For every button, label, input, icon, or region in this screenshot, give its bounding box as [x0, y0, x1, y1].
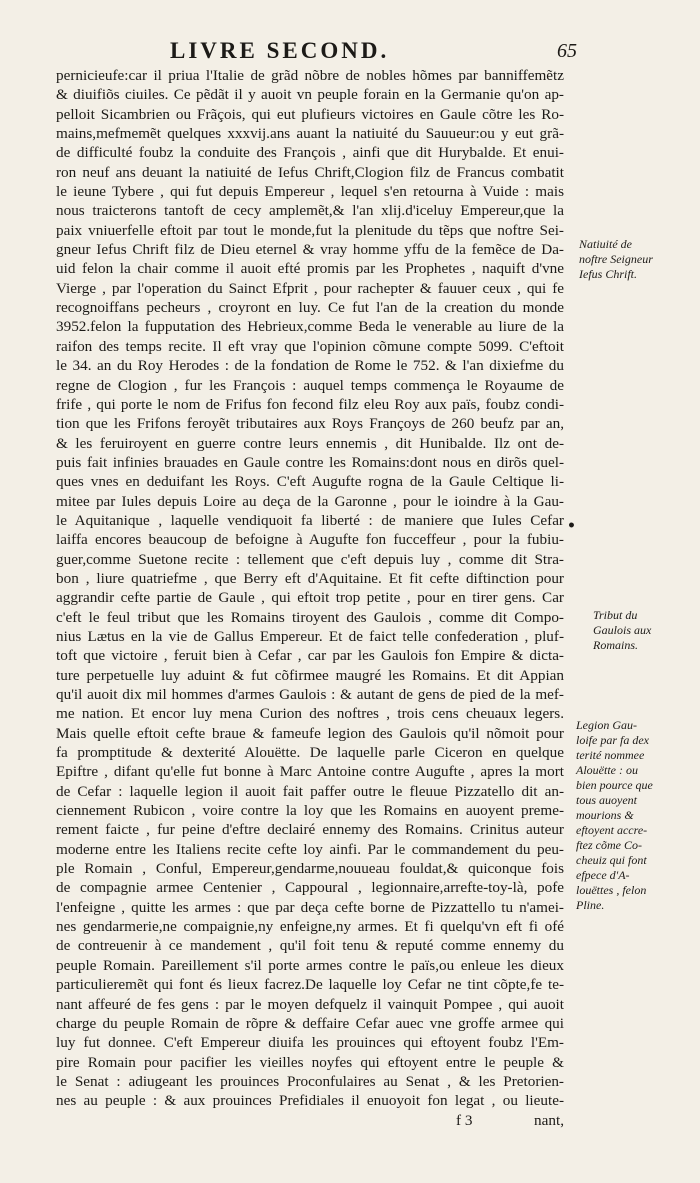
text-line: Epiftre , difant qu'elle fut bonne à Marc Antoine contre Augufte , apres la mort	[56, 763, 564, 781]
text-line: gneur Iefus Chrift filz de Dieu eternel & vray homme yffu de la femẽce de Da-	[56, 241, 564, 259]
text-line: de contreuenir à ce mandement , qu'il foit tenu & reputé comme ennemy du	[56, 937, 564, 955]
text-line: nius Lætus en la vie de Gallus Empereur. Et de faict telle confederation , pluf-	[56, 627, 564, 645]
text-line: nous traicterons tantoft de cecy amplemẽt,& l'an xlij.d'iceluy Empereur,que la	[56, 202, 564, 220]
signature-mark: f 3	[456, 1112, 473, 1129]
text-line: c'eft le feul tribut que les Romains tiroyent des Gaulois , comme dit Compo-	[56, 608, 564, 626]
text-line: rement faicte , fur peine d'eftre declairé ennemy des Romains. Crinitus auteur	[56, 821, 564, 839]
text-line: paix vniuerfelle eftoit par tout le monde,fut la plenitude du tẽps que noftre Sei-	[56, 221, 564, 239]
text-line: de difficulté foubz la conduite des François , ainfi que dit Hurybalde. Et enui-	[56, 144, 564, 162]
margin-note-nativite	[579, 237, 684, 282]
text-line: aggrandir cefte partie de Gaule , qui eftoit trop petite , pour en tirer gens. Car	[56, 589, 564, 607]
text-line: Mais quelle eftoit cefte braue & fameufe legion des Gaulois qu'il nõmoit pour	[56, 724, 564, 742]
margin-note-line: louëttes , felon	[576, 883, 647, 897]
text-line: ture perpetuelle luy aduint & fut cõfirmee maugré les Romains. Et dit Appian	[56, 666, 564, 684]
text-line: raifon des temps recite. Il eft vray que l'opinion cõmune compte 5099. C'eftoit	[56, 337, 564, 355]
text-line: puis fait infinies brauades en Gaule contre les Romains:dont nous en dirõs quel-	[56, 453, 564, 471]
text-line: ron neuf ans deuant la natiuité de Iefus Chrift,Clogion filz de Francus combatit	[56, 163, 564, 181]
text-line: de Cefar : laquelle legion il auoit fait paffer outre le fleuue Pizzatello dit an-	[56, 782, 564, 800]
text-line: le Aquitanique , laquelle vendiquoit fa liberté : de maniere que Iules Cefar	[56, 511, 564, 529]
text-line: laiffa encores beaucoup de befoigne à Augufte fon fucceffeur , pour la fubiu-	[56, 531, 564, 549]
text-line: 3952.felon la fupputation des Hebrieux,comme Beda le venerable au liure de la	[56, 318, 564, 336]
running-head: LIVRE SECOND.	[170, 38, 390, 63]
margin-note-line: bien pource que	[576, 778, 653, 792]
text-line: pire Romain pour pacifier les vieilles noyfes qui eftoyent entre le peuple &	[56, 1053, 564, 1071]
text-line: luy fut donnee. C'eft Empereur diuifa les prouinces qui eftoyent foubz l'Em-	[56, 1034, 564, 1052]
margin-note-line: loife par fa dex	[576, 733, 649, 747]
catchword: nant,	[534, 1112, 564, 1129]
page-number: 65	[557, 40, 577, 62]
text-line: ques vnes en deduifant les Roys. C'eft Augufte rogna de la Gaule Celtique li-	[56, 473, 564, 491]
text-line: de compagnie armee Centenier , Cappoural , legionnaire,arrefte-toy-là, pofe	[56, 879, 564, 897]
text-line: nes au peuple : & aux prouinces Prefidiales il enuoyoit fon legat , ou lieute-	[56, 1092, 564, 1110]
margin-note-line: Iefus Chrift.	[579, 267, 638, 281]
text-line: mains,mefmemẽt quelques xxxvij.ans auant la natiuité du Sauueur:ou y eut grã-	[56, 125, 564, 143]
text-line: tion que les Frifons feroyẽt tributaires aux Roys Françoys de 260 beufz par an,	[56, 415, 564, 433]
text-line: pernicieufe:car il priua l'Italie de grãd nõbre de nobles hõmes par banniffemẽtz	[56, 67, 564, 84]
text-line: bon , liure quatriefme , que Berry eft d'Aquitaine. Et fit cefte diftinction pour	[56, 569, 564, 587]
text-line: pelloit Sicambrien ou Frãçois, qui eut plufieurs victoires en Gaule cõtre les Ro-	[56, 105, 564, 123]
text-line: & les feruiroyent en guerre contre leurs ennemis , dit Hunibalde. Ilz ont de-	[56, 434, 564, 452]
body-text	[56, 66, 564, 1111]
text-line: mitee par Iules depuis Loire au deça de la Garonne , pour le ioindre à la Gau-	[56, 492, 564, 510]
text-line: nant affeuré de fes gens : par le moyen defquelz il vainquit Pompee , qui auoit	[56, 995, 564, 1013]
text-line: Vierge , par l'operation du Sainct Efprit , pour rachepter & fauuer ceux , qui fe	[56, 279, 564, 297]
text-line: moderne entre les Italiens recite cefte loy ainfi. Par le commandement du peu-	[56, 840, 564, 858]
margin-note-line: efpece d'A-	[576, 868, 630, 882]
text-line: nes gendarmerie,ne compaignie,ny enfeigne,ny armes. Et fi quelqu'vn eft fi ofé	[56, 918, 564, 936]
text-line: le Senat : adiugeant les prouinces Proconfulaires au Senat , & les Pretorien-	[56, 1072, 564, 1090]
margin-note-line: mourions &	[576, 808, 634, 822]
margin-note-line: ftez cõme Co-	[576, 838, 642, 852]
text-line: qu'il auoit dix mil hommes d'armes Gaulois : & autant de gens de pied de la mef-	[56, 686, 564, 703]
margin-note-line: Alouëtte : ou	[576, 763, 638, 777]
text-line: me nation. Et encor luy mena Curion des noftres , trois cens cheuaux legers.	[56, 705, 564, 723]
text-line: & diuifiõs ciuiles. Ce pẽdãt il y auoit vn peuple forain en la Germanie qu'on ap-	[56, 86, 564, 104]
text-line: l'enfeigne , quitte les armes : que par deça cefte borne de Pizzattello tu n'amei-	[56, 898, 564, 916]
text-line: le ieune Tybere , qui fut depuis Empereur , lequel s'en retourna à Vuide : mais	[56, 183, 564, 201]
text-line: charge du peuple Romain de rõpre & deffaire Cefar auec vne groffe armee qui	[56, 1014, 564, 1032]
text-line: ple Romain , Conful, Empereur,gendarme,nouueau fouldat,& quiconque fois	[56, 860, 564, 878]
text-line: particulieremẽt qui font és lieux facrez.De laquelle loy Cefar ne tint cõpte,fe te-	[56, 976, 564, 994]
margin-note-line: noftre Seigneur	[579, 252, 653, 266]
margin-note-tribut	[593, 608, 685, 653]
text-line: peuple Romain. Pareillement s'il porte armes contre le païs,ou enleue les dieux	[56, 956, 564, 974]
margin-note-line: terité nommee	[576, 748, 645, 762]
text-line: toft que victoire , feruit bien à Cefar , car par les Gaulois fon Empire & dicta-	[56, 647, 564, 665]
marginal-mark: •	[567, 518, 576, 534]
text-line: fa promptitude & dexterité Alouëtte. De laquelle parle Ciceron en quelque	[56, 744, 564, 762]
text-line: le 34. an du Roy Herodes : de la fondation de Rome le 752. & l'an dixiefme du	[56, 357, 564, 375]
margin-note-line: Natiuité de	[579, 237, 632, 251]
margin-note-line: eftoyent accre-	[576, 823, 648, 837]
margin-note-line: Tribut du	[593, 608, 638, 622]
margin-note-legion	[576, 718, 686, 913]
text-line: frife , qui porte le nom de Frifus fon fecond filz eleu Roy aux païs, foubz condi-	[56, 395, 564, 413]
margin-note-line: tous auoyent	[576, 793, 637, 807]
text-line: recognoiffans pecheurs , croyront en luy. Ce fut l'an de la creation du monde	[56, 299, 564, 317]
text-line: ciennement Rubicon , voire contre la loy que les Romains en auoyent preme-	[56, 802, 564, 820]
margin-note-line: Pline.	[576, 898, 605, 912]
margin-note-line: Legion Gau-	[576, 718, 637, 732]
margin-note-line: Romains.	[593, 638, 638, 652]
text-line: guer,comme Suetone recite : tellement que c'eft depuis luy , comme dit Stra-	[56, 550, 564, 568]
margin-note-line: Gaulois aux	[593, 623, 652, 637]
text-line: regne de Clogion , fur les François : auquel temps commença le Royaume de	[56, 376, 564, 394]
text-line: uid felon la chair comme il auoit efté promis par les Prophetes , naquift d'vne	[56, 260, 564, 278]
margin-note-line: cheuiz qui font	[576, 853, 647, 867]
page-footer	[56, 1112, 564, 1132]
